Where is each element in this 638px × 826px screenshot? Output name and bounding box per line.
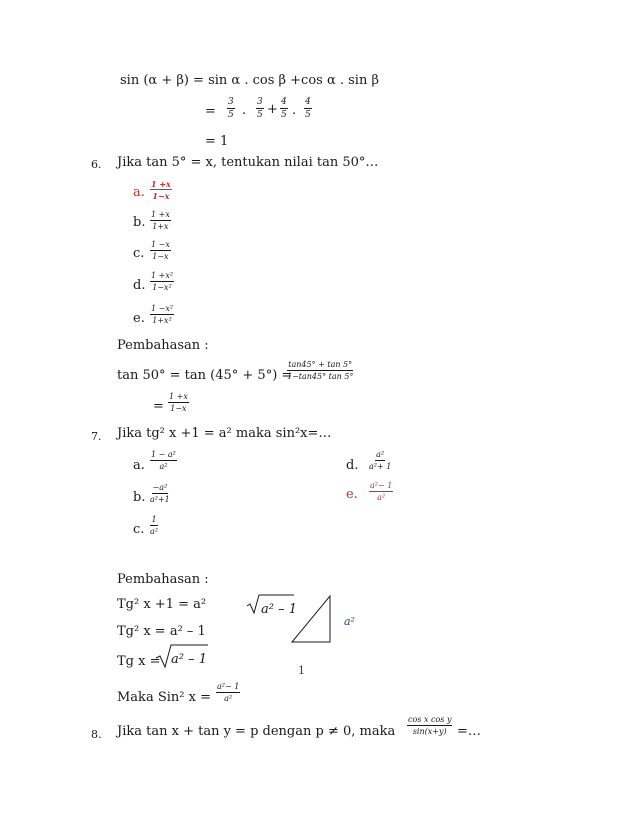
q7-option-d-fraction: $\frac{\text{a²}}{\text{a²+ 1}}$ xyxy=(369,450,392,471)
q6-step1-fraction: $\frac{\tan 45^\circ + \tan 5^\circ}{1-\tan 45^\circ \tan 5^\circ}$ xyxy=(287,360,354,381)
q6-option-b-label: b. xyxy=(133,215,146,230)
fraction-4-5-a: $\frac{4}{5}$ xyxy=(281,97,287,120)
fraction-4-5-b: $\frac{4}{5}$ xyxy=(305,97,311,120)
question-number-6: 6. xyxy=(91,158,102,171)
fraction-3-5-a: $\frac{3}{5}$ xyxy=(228,97,234,120)
identity-line: sin (α + β) = sin α . cos β +cos α . sin β xyxy=(120,73,379,88)
triangle-bottom-label: 1 xyxy=(298,664,305,677)
triangle-side-label: a² xyxy=(344,615,355,628)
question-8-text: Jika tan x + tan y = p dengan p ≠ 0, maka xyxy=(117,724,396,739)
q7-line-4-lhs: Maka Sin² x = xyxy=(117,690,211,705)
q6-step2-fraction: $\frac{1 +x}{1-x}$ xyxy=(169,392,188,413)
q6-option-d-fraction: $\frac{\text{1 +x²}}{\text{1−x²}}$ xyxy=(151,271,174,292)
question-7-text: Jika tg² x +1 = a² maka sin²x=… xyxy=(117,426,332,441)
q7-option-e-label: e. xyxy=(346,487,358,502)
q7-option-e-fraction: $\frac{\text{a²− 1}}{\text{a²}}$ xyxy=(370,481,393,502)
triangle-hypotenuse-label: a² – 1 xyxy=(261,602,297,617)
q6-step1-text: tan 50° = tan (45° + 5°) = xyxy=(117,368,293,383)
q7-option-a-fraction: $\frac{\text{1 − a²}}{\text{a²}}$ xyxy=(151,450,176,471)
plus-operator: + xyxy=(267,102,278,117)
q7-option-c-label: c. xyxy=(133,522,145,537)
q6-option-c-fraction: $\frac{1 -x}{1-x}$ xyxy=(151,240,170,261)
q6-option-e-fraction: $\frac{\text{1 −x²}}{\text{1+x²}}$ xyxy=(151,304,174,325)
q7-line-1: Tg² x +1 = a² xyxy=(117,597,207,612)
q7-line-2: Tg² x = a² – 1 xyxy=(117,624,206,639)
q6-option-d-label: d. xyxy=(133,278,146,293)
dot-operator: . xyxy=(242,103,247,118)
q7-option-d-label: d. xyxy=(346,458,359,473)
dot-operator-2: . xyxy=(292,103,297,118)
fraction-3-5-b: $\frac{3}{5}$ xyxy=(257,97,263,120)
q6-option-b-fraction: $\frac{1 +x}{1+x}$ xyxy=(151,210,170,231)
q7-option-b-fraction: $\frac{\text{−a²}}{\text{a²+1}}$ xyxy=(150,483,170,504)
q6-pembahasan-heading: Pembahasan : xyxy=(117,338,209,353)
question-number-7: 7. xyxy=(91,430,102,443)
q8-fraction: $\frac{\text{cos x cos y}}{\sin(x+y)}$ xyxy=(408,715,452,736)
q6-step2-equals: = xyxy=(153,399,164,414)
q6-option-a-fraction: $\frac{1 +x}{1-x}$ xyxy=(151,179,171,201)
q8-tail: =… xyxy=(457,724,481,739)
question-number-8: 8. xyxy=(91,728,102,741)
q7-option-b-label: b. xyxy=(133,490,146,505)
result-line: = 1 xyxy=(205,134,229,149)
q6-option-c-label: c. xyxy=(133,246,145,261)
q7-line-3-lhs: Tg x = xyxy=(117,654,161,669)
q7-option-a-label: a. xyxy=(133,458,145,473)
q6-option-a-label: a. xyxy=(133,185,145,200)
q7-pembahasan-heading: Pembahasan : xyxy=(117,572,209,587)
q7-line-4-fraction: $\frac{\text{a²− 1}}{\text{a²}}$ xyxy=(217,682,240,703)
q7-sqrt-content: a² – 1 xyxy=(171,652,207,667)
q6-option-e-label: e. xyxy=(133,311,145,326)
equals-sign: = xyxy=(205,104,216,119)
q7-option-c-fraction: $\frac{1}{\text{a²}}$ xyxy=(150,515,158,536)
question-6-text: Jika tan 5° = x, tentukan nilai tan 50°… xyxy=(117,155,379,170)
